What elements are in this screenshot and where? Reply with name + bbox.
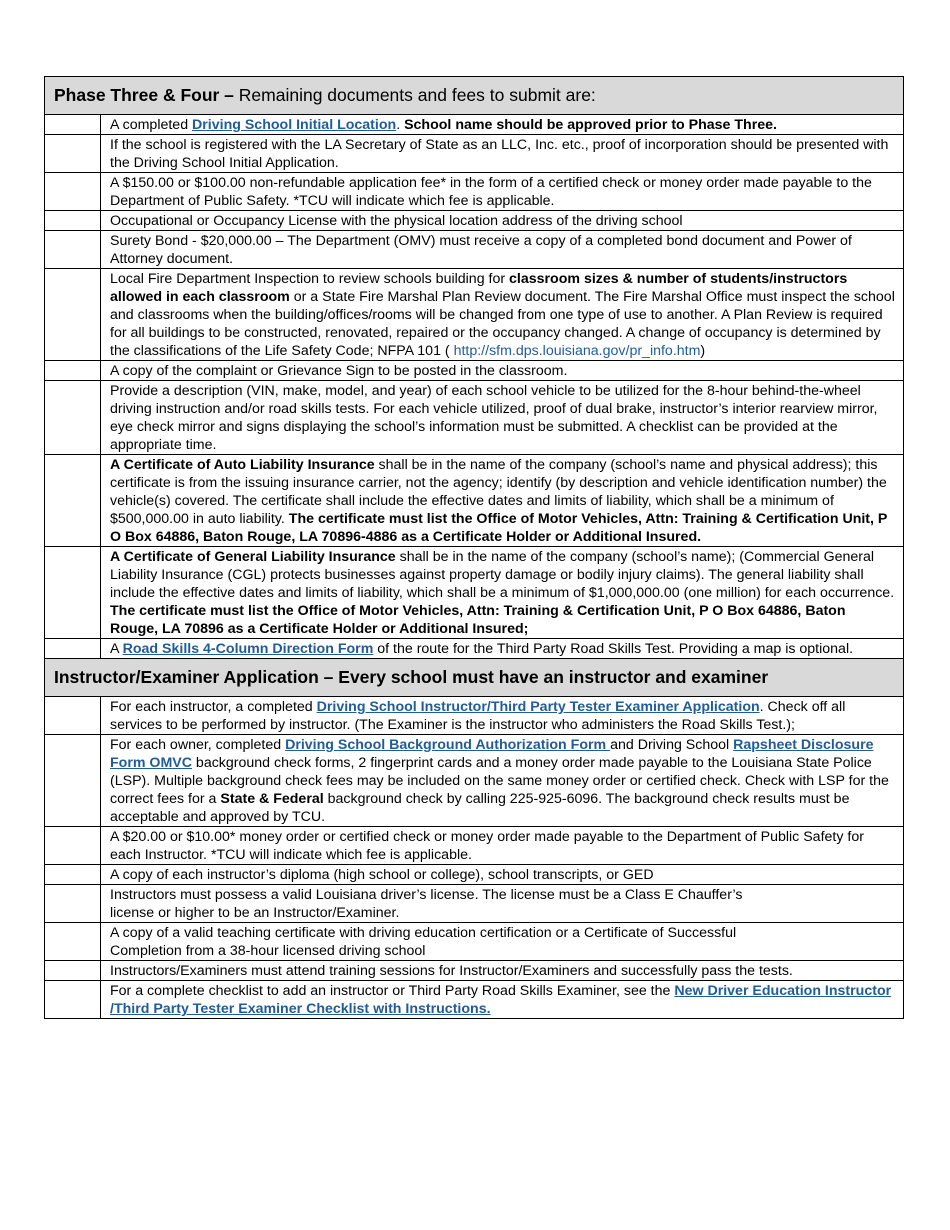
table-row (45, 885, 904, 923)
text: shall be in the name of the company (school’s name); (Commercial General Liability Insurance (CGL) protects businesses against property damage or bodily injury claims). The general liability shall include the effective dates and limits of liability, which shall be a minimum of $1,000,000.00 (one million) for each occurrence. (110, 549, 895, 601)
row-text (101, 923, 904, 961)
table-row (45, 735, 904, 827)
bold-text: School name should be approved prior to Phase Three. (404, 117, 777, 133)
bold-text: The certificate must list the Office of Motor Vehicles, Attn: Training & Certification Unit, P O Box 64886, Baton Rouge, LA 70896-4886 as a Certificate Holder or Additional Insured. (110, 511, 888, 545)
background-authorization-form-link[interactable]: Driving School Background Authorization Form (285, 737, 611, 753)
text: background check forms, 2 fingerprint cards and a money order made payable to the Louisiana State Police (LSP). Multiple background check fees may be included on the same money order or certified check. Check with LSP for the correct fees for a (110, 755, 889, 807)
text: license or higher to be an Instructor/Examiner. (110, 905, 400, 921)
text: A copy of a valid teaching certificate with driving education certification or a Certificate of Successful (110, 925, 737, 941)
table-row (45, 961, 904, 981)
checkbox-cell[interactable] (45, 135, 101, 173)
checkbox-cell[interactable] (45, 115, 101, 135)
row-text: A $150.00 or $100.00 non-refundable application fee* in the form of a certified check or money order made payable to the Department of Public Safety. *TCU will indicate which fee is applicable. (101, 173, 904, 211)
checkbox-cell[interactable] (45, 231, 101, 269)
checkbox-cell[interactable] (45, 885, 101, 923)
row-text: Instructors/Examiners must attend training sessions for Instructor/Examiners and successfully pass the tests. (101, 961, 904, 981)
rapsheet-disclosure-form-link[interactable]: Rapsheet Disclosure Form OMVC (110, 737, 874, 771)
table-row (45, 269, 904, 361)
table-row (45, 115, 904, 135)
row-text (101, 269, 904, 361)
table-row (45, 981, 904, 1019)
table-row (45, 639, 904, 659)
section-header-phase-three-four (45, 77, 904, 115)
bold-text: The certificate must list the Office of Motor Vehicles, Attn: Training & Certification Unit, P O Box 64886, Baton Rouge, LA 70896 as a Certificate Holder or Additional Insured; (110, 603, 846, 637)
heading-bold: Phase Three & Four – (54, 85, 234, 105)
checkbox-cell[interactable] (45, 981, 101, 1019)
table-row (45, 211, 904, 231)
text: . (396, 117, 405, 133)
text: A completed (110, 117, 193, 133)
text: . Check off all services to be performed by instructor. (The Examiner is the instructor who administers the Road Skills Test.); (110, 699, 846, 733)
heading-bold: Instructor/Examiner Application – Every school must have an instructor and examiner (54, 667, 769, 687)
road-skills-direction-form-link[interactable]: Road Skills 4-Column Direction Form (122, 641, 374, 657)
checkbox-cell[interactable] (45, 865, 101, 885)
row-text (101, 639, 904, 659)
table-row (45, 231, 904, 269)
checkbox-cell[interactable] (45, 381, 101, 455)
row-text (101, 455, 904, 547)
text: A (110, 641, 123, 657)
section-heading (45, 77, 904, 115)
text: Local Fire Department Inspection to review schools building for (110, 271, 510, 287)
checkbox-cell[interactable] (45, 923, 101, 961)
table-row (45, 361, 904, 381)
row-text: Occupational or Occupancy License with the physical location address of the driving school (101, 211, 904, 231)
row-text: If the school is registered with the LA Secretary of State as an LLC, Inc. etc., proof of incorporation should be presented with the Driving School Initial Application. (101, 135, 904, 173)
bold-text: State & Federal (220, 791, 324, 807)
checkbox-cell[interactable] (45, 827, 101, 865)
row-text (101, 735, 904, 827)
checkbox-cell[interactable] (45, 455, 101, 547)
checkbox-cell[interactable] (45, 361, 101, 381)
checkbox-cell[interactable] (45, 173, 101, 211)
section-header-instructor-examiner (45, 659, 904, 697)
checkbox-cell[interactable] (45, 697, 101, 735)
text: background check by calling 225-925-6096. The background check results must be acceptable and approved by TCU. (110, 791, 850, 825)
row-text: A copy of each instructor’s diploma (high school or college), school transcripts, or GED (101, 865, 904, 885)
text: shall be in the name of the company (school’s name and physical address); this certificate is from the issuing insurance carrier, not the agency; identify (by description and vehicle identification number) the vehicle(s) covered. The certificate shall include the effective dates and limits of liability, which shall be a minimum of $500,000.00 in auto liability. (110, 457, 887, 527)
table-row (45, 697, 904, 735)
row-text (101, 697, 904, 735)
table-row (45, 865, 904, 885)
row-text (101, 981, 904, 1019)
text: ) (700, 343, 706, 359)
row-text: Provide a description (VIN, make, model, and year) of each school vehicle to be utilized for the 8-hour behind-the-wheel driving instruction and/or road skills tests. For each vehicle utilized, proof of dual brake, instructor’s interior rearview mirror, eye check mirror and signs displaying the school’s information must be submitted. A checklist can be provided at the appropriate time. (101, 381, 904, 455)
checkbox-cell[interactable] (45, 211, 101, 231)
row-text (101, 547, 904, 639)
text: For a complete checklist to add an instructor or Third Party Road Skills Examiner, see the (110, 983, 675, 999)
driving-school-initial-location-link[interactable]: Driving School Initial Location (192, 117, 397, 133)
text: of the route for the Third Party Road Skills Test. Providing a map is optional. (373, 641, 854, 657)
text: or a State Fire Marshal Plan Review document. The Fire Marshal Office must inspect the school and classrooms when the building/offices/rooms will be changed from one type of use to another. A Plan Review is required for all buildings to be constructed, renovated, repaired or the occupancy changed. A change of occupancy is determined by the classifications of the Life Safety Code; NFPA 101 ( (110, 289, 895, 359)
checkbox-cell[interactable] (45, 547, 101, 639)
checkbox-cell[interactable] (45, 639, 101, 659)
requirements-table (44, 76, 904, 1019)
bold-text: A Certificate of Auto Liability Insurance (110, 457, 375, 473)
checkbox-cell[interactable] (45, 961, 101, 981)
table-row (45, 827, 904, 865)
row-text (101, 885, 904, 923)
text: For each owner, completed (110, 737, 286, 753)
text: Instructors must possess a valid Louisiana driver’s license. The license must be a Class E Chauffer’s (110, 887, 743, 903)
table-row (45, 381, 904, 455)
heading-rest: Remaining documents and fees to submit are: (233, 85, 596, 105)
instructor-examiner-application-link[interactable]: Driving School Instructor/Third Party Tester Examiner Application (316, 699, 760, 715)
row-text: Surety Bond - $20,000.00 – The Department (OMV) must receive a copy of a completed bond document and Power of Attorney document. (101, 231, 904, 269)
table-row (45, 923, 904, 961)
section-heading (45, 659, 904, 697)
text: Completion from a 38-hour licensed driving school (110, 943, 426, 959)
table-row (45, 547, 904, 639)
text: and Driving School (610, 737, 734, 753)
row-text: A $20.00 or $10.00* money order or certified check or money order made payable to the Department of Public Safety for each Instructor. *TCU will indicate which fee is applicable. (101, 827, 904, 865)
table-row (45, 455, 904, 547)
row-text (101, 115, 904, 135)
bold-text: A Certificate of General Liability Insurance (110, 549, 396, 565)
checkbox-cell[interactable] (45, 269, 101, 361)
checkbox-cell[interactable] (45, 735, 101, 827)
instructor-examiner-checklist-link[interactable]: New Driver Education Instructor /Third Party Tester Examiner Checklist with Instructions. (110, 983, 892, 1017)
table-row (45, 173, 904, 211)
sfm-plan-review-url-link[interactable]: http://sfm.dps.louisiana.gov/pr_info.htm (453, 343, 701, 359)
row-text: A copy of the complaint or Grievance Sign to be posted in the classroom. (101, 361, 904, 381)
text: For each instructor, a completed (110, 699, 317, 715)
bold-text: classroom sizes & number of students/instructors allowed in each classroom (110, 271, 848, 305)
table-row (45, 135, 904, 173)
